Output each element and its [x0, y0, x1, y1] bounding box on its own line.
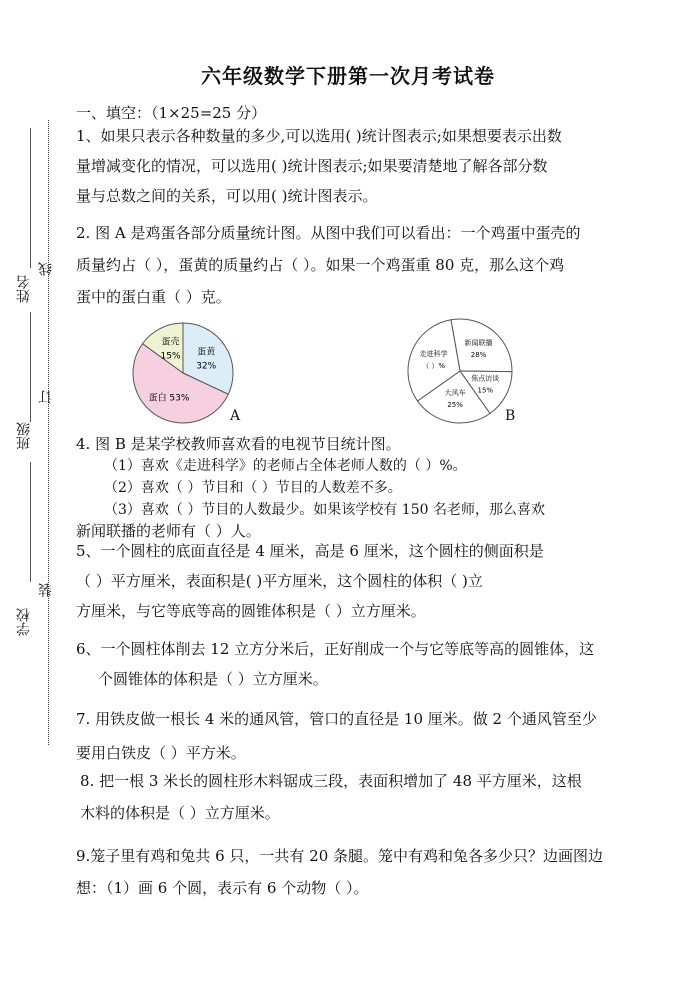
binding-mark-ding: 订	[38, 390, 54, 404]
pie-slice-name: 焦点访谈	[471, 374, 500, 383]
pie-slice-name: 新闻联播	[464, 339, 493, 348]
binding-rule	[30, 128, 31, 268]
question-2-line: 蛋中的蛋白重（ ）克。	[76, 288, 231, 306]
question-1-line: 1、如果只表示各种数量的多少,可以选用( )统计图表示;如果想要表示出数	[76, 127, 562, 145]
question-8-line: 8. 把一根 3 米长的圆柱形木料锯成三段，表面积增加了 48 平方厘米，这根	[80, 772, 582, 790]
question-4-tail: 新闻联播的老师有（ ）人。	[76, 522, 261, 540]
binding-dotted-line	[48, 120, 49, 745]
pie-slice-name: 大风车	[444, 389, 466, 398]
pie-slice-value: 25%	[447, 401, 463, 410]
question-2-line: 质量约占（ ），蛋黄的质量约占（ ）。如果一个鸡蛋重 80 克，那么这个鸡	[76, 256, 565, 274]
pie-chart-b	[390, 316, 540, 426]
class-label: 班级	[16, 422, 32, 450]
binding-mark-zhuang: 装	[38, 583, 54, 597]
name-label: 姓名	[16, 275, 32, 303]
question-2-line: 2. 图 A 是鸡蛋各部分质量统计图。从图中我们可以看出：一个鸡蛋中蛋壳的	[76, 224, 581, 242]
section-heading: 一、填空：（1×25=25 分）	[76, 104, 267, 122]
question-9-line: 9.笼子里有鸡和兔共 6 只，一共有 20 条腿。笼中有鸡和兔各多少只？边画图边	[76, 847, 604, 865]
pie-chart-a	[95, 318, 275, 428]
question-1-line: 量与总数之间的关系，可以用( )统计图表示。	[76, 187, 378, 205]
question-4-item: （2）喜欢（ ）节目和（ ）节目的人数差不多。	[104, 480, 402, 496]
pie-slice-name: 走进科学	[419, 350, 448, 359]
pie-chart-a-caption: A	[230, 408, 241, 424]
pie-chart-b-caption: B	[505, 408, 516, 424]
binding-mark-line: 线	[38, 262, 54, 276]
question-4-lead: 4. 图 B 是某学校教师喜欢看的电视节目统计图。	[76, 435, 401, 453]
question-1-line: 量增减变化的情况，可以选用( )统计图表示;如果要清楚地了解各部分数	[76, 157, 548, 175]
question-7-line: 7. 用铁皮做一根长 4 米的通风管，管口的直径是 10 厘米。做 2 个通风管至少	[76, 710, 597, 728]
question-8-line: 木料的体积是（ ）立方厘米。	[80, 804, 280, 822]
question-4-item: （1）喜欢《走进科学》的老师占全体老师人数的（ ）%。	[104, 458, 467, 474]
pie-slice-value: （ ）%	[422, 362, 446, 371]
pie-slice-value: 28%	[470, 351, 487, 360]
binding-rule	[30, 312, 31, 422]
pie-slice-name: 蛋壳	[161, 337, 180, 348]
question-6-line: 6、一个圆柱体削去 12 立方分米后，正好削成一个与它等底等高的圆锥体，这	[76, 640, 595, 658]
question-5-line: （ ）平方厘米，表面积是( )平方厘米，这个圆柱的体积（ )立	[76, 572, 483, 590]
question-5-line: 5、一个圆柱的底面直径是 4 厘米，高是 6 厘米，这个圆柱的侧面积是	[76, 542, 544, 560]
question-6-line: 个圆锥体的体积是（ ）立方厘米。	[98, 670, 328, 688]
pie-slice-label: 蛋白 53%	[148, 393, 190, 404]
question-9-line: 想：（1）画 6 个圆，表示有 6 个动物（ ）。	[76, 879, 369, 897]
binding-rule	[30, 462, 31, 582]
page-title: 六年级数学下册第一次月考试卷	[201, 64, 495, 88]
question-4-item: （3）喜欢（ ）节目的人数最少。如果该学校有 150 名老师，那么喜欢	[104, 502, 545, 518]
pie-slice-value: 15%	[160, 351, 181, 362]
pie-slice-value: 32%	[196, 361, 217, 372]
question-7-line: 要用白铁皮（ ）平方米。	[76, 744, 246, 762]
pie-slice-value: 15%	[477, 386, 494, 395]
pie-slice-name: 蛋黄	[197, 347, 216, 358]
school-label: 学校	[16, 608, 32, 636]
question-5-line: 方厘米，与它等底等高的圆锥体积是（ ）立方厘米。	[76, 602, 426, 620]
